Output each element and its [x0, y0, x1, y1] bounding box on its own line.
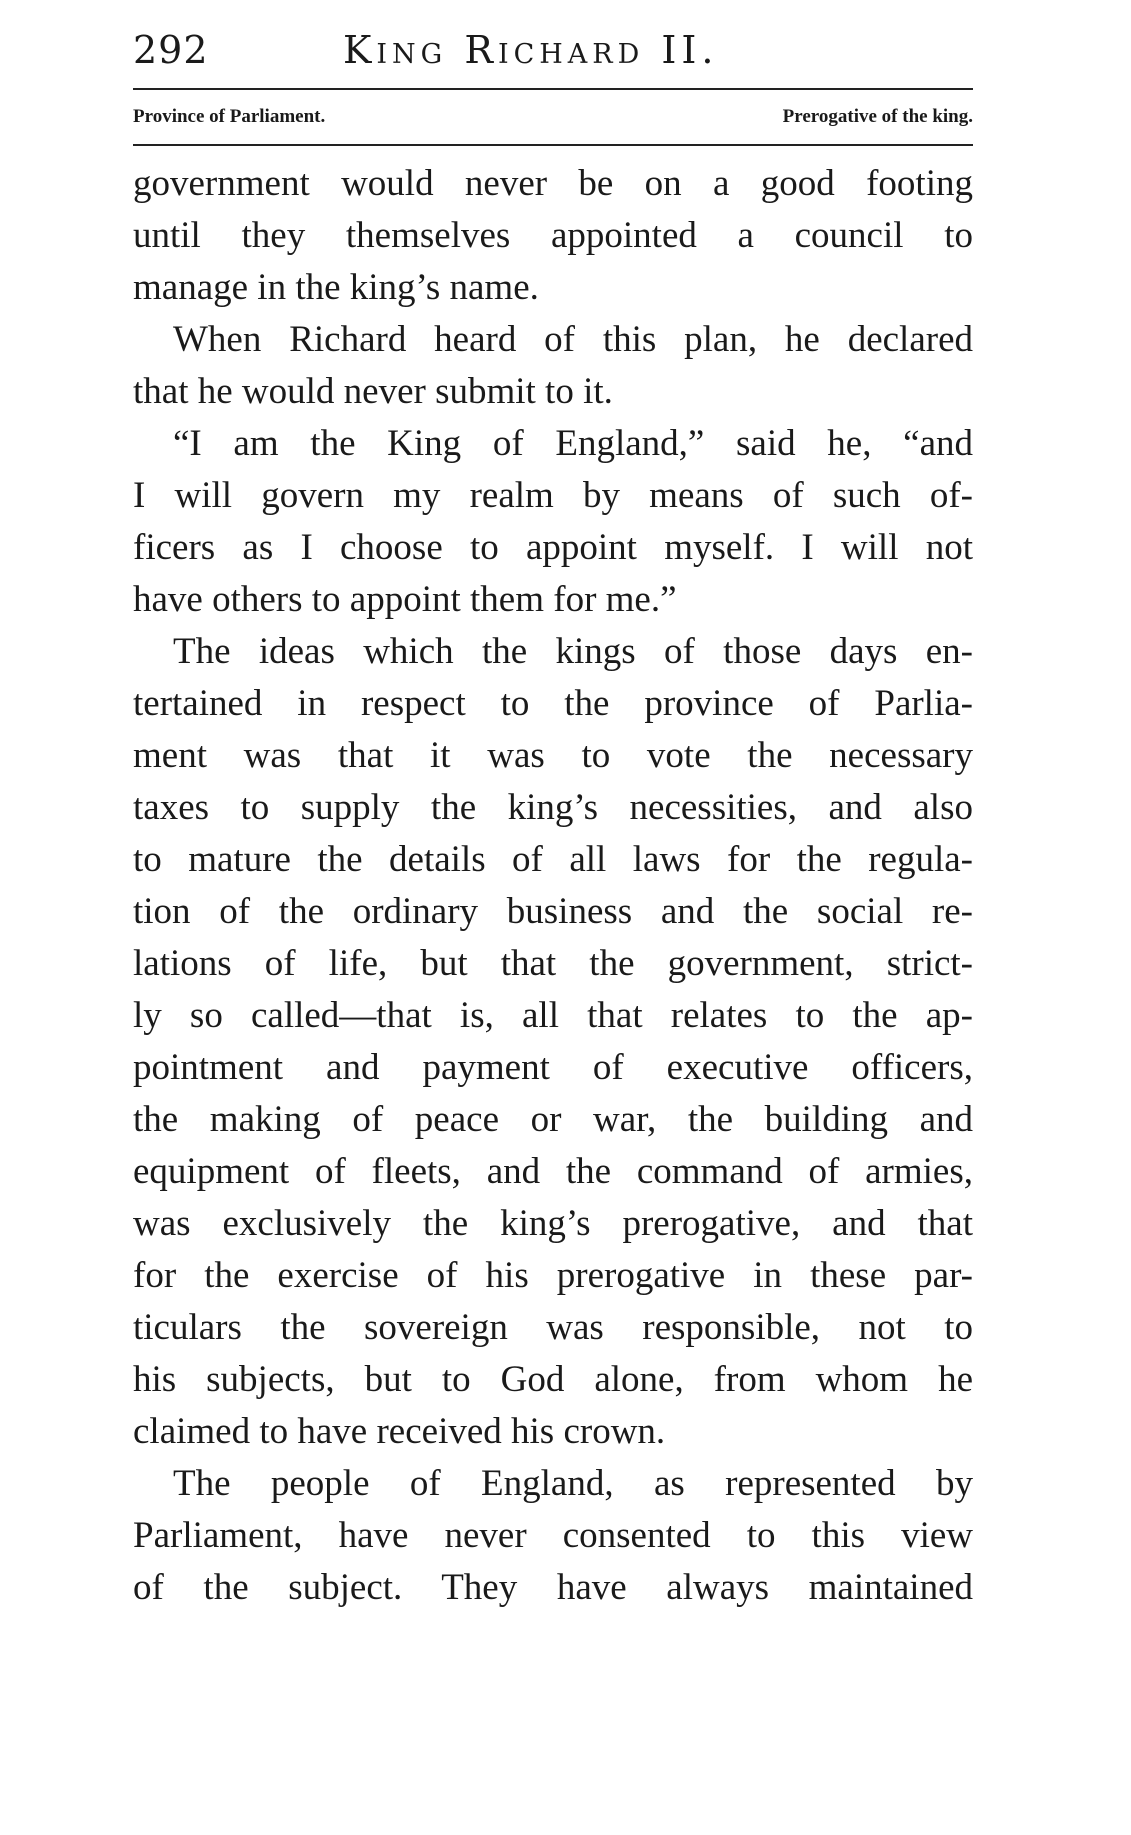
- text-line: lations of life, but that the government, strict-: [133, 943, 973, 984]
- text-line: Parliament, have never consented to this view: [133, 1515, 973, 1556]
- text-line: The people of England, as represented by: [173, 1463, 973, 1504]
- side-note-right: Prerogative of the king.: [782, 106, 973, 127]
- text-line: his subjects, but to God alone, from whom he: [133, 1359, 973, 1400]
- running-head: [133, 22, 973, 82]
- paragraph: [133, 1458, 973, 1614]
- text-line: equipment of fleets, and the command of armies,: [133, 1151, 973, 1192]
- side-note-left: Province of Parliament.: [133, 106, 326, 127]
- text-line: ticulars the sovereign was responsible, not to: [133, 1307, 973, 1348]
- header-rule-bottom: [133, 144, 973, 146]
- text-line: pointment and payment of executive officers,: [133, 1047, 973, 1088]
- text-line: have others to appoint them for me.”: [133, 579, 677, 620]
- book-title: King Richard II.: [343, 28, 719, 72]
- text-line: was exclusively the king’s prerogative, and that: [133, 1203, 973, 1244]
- text-line: until they themselves appointed a council to: [133, 215, 973, 256]
- paragraph: [133, 314, 973, 418]
- page-number: 292: [133, 28, 209, 72]
- paragraph-continuation: [133, 158, 973, 314]
- paragraph: [133, 418, 973, 626]
- text-line: government would never be on a good footing: [133, 163, 973, 204]
- text-line: to mature the details of all laws for the regula-: [133, 839, 973, 880]
- text-line: The ideas which the kings of those days en-: [173, 631, 973, 672]
- text-line: manage in the king’s name.: [133, 267, 539, 308]
- text-line: ment was that it was to vote the necessary: [133, 735, 973, 776]
- text-line: of the subject. They have always maintained: [133, 1567, 973, 1608]
- text-line: for the exercise of his prerogative in these par-: [133, 1255, 973, 1296]
- text-line: “I am the King of England,” said he, “and: [173, 423, 973, 464]
- text-line: tertained in respect to the province of Parlia-: [133, 683, 973, 724]
- text-line: claimed to have received his crown.: [133, 1411, 666, 1452]
- text-line: that he would never submit to it.: [133, 371, 613, 412]
- text-line: ficers as I choose to appoint myself. I will not: [133, 527, 973, 568]
- text-line: the making of peace or war, the building and: [133, 1099, 973, 1140]
- text-line: I will govern my realm by means of such of-: [133, 475, 973, 516]
- body-text: [133, 158, 973, 1614]
- header-rule-top: [133, 88, 973, 90]
- text-line: ly so called—that is, all that relates to the ap-: [133, 995, 973, 1036]
- side-notes: [133, 100, 973, 136]
- paragraph: [133, 626, 973, 1458]
- text-line: When Richard heard of this plan, he declared: [173, 319, 973, 360]
- text-line: taxes to supply the king’s necessities, and also: [133, 787, 973, 828]
- text-line: tion of the ordinary business and the social re-: [133, 891, 973, 932]
